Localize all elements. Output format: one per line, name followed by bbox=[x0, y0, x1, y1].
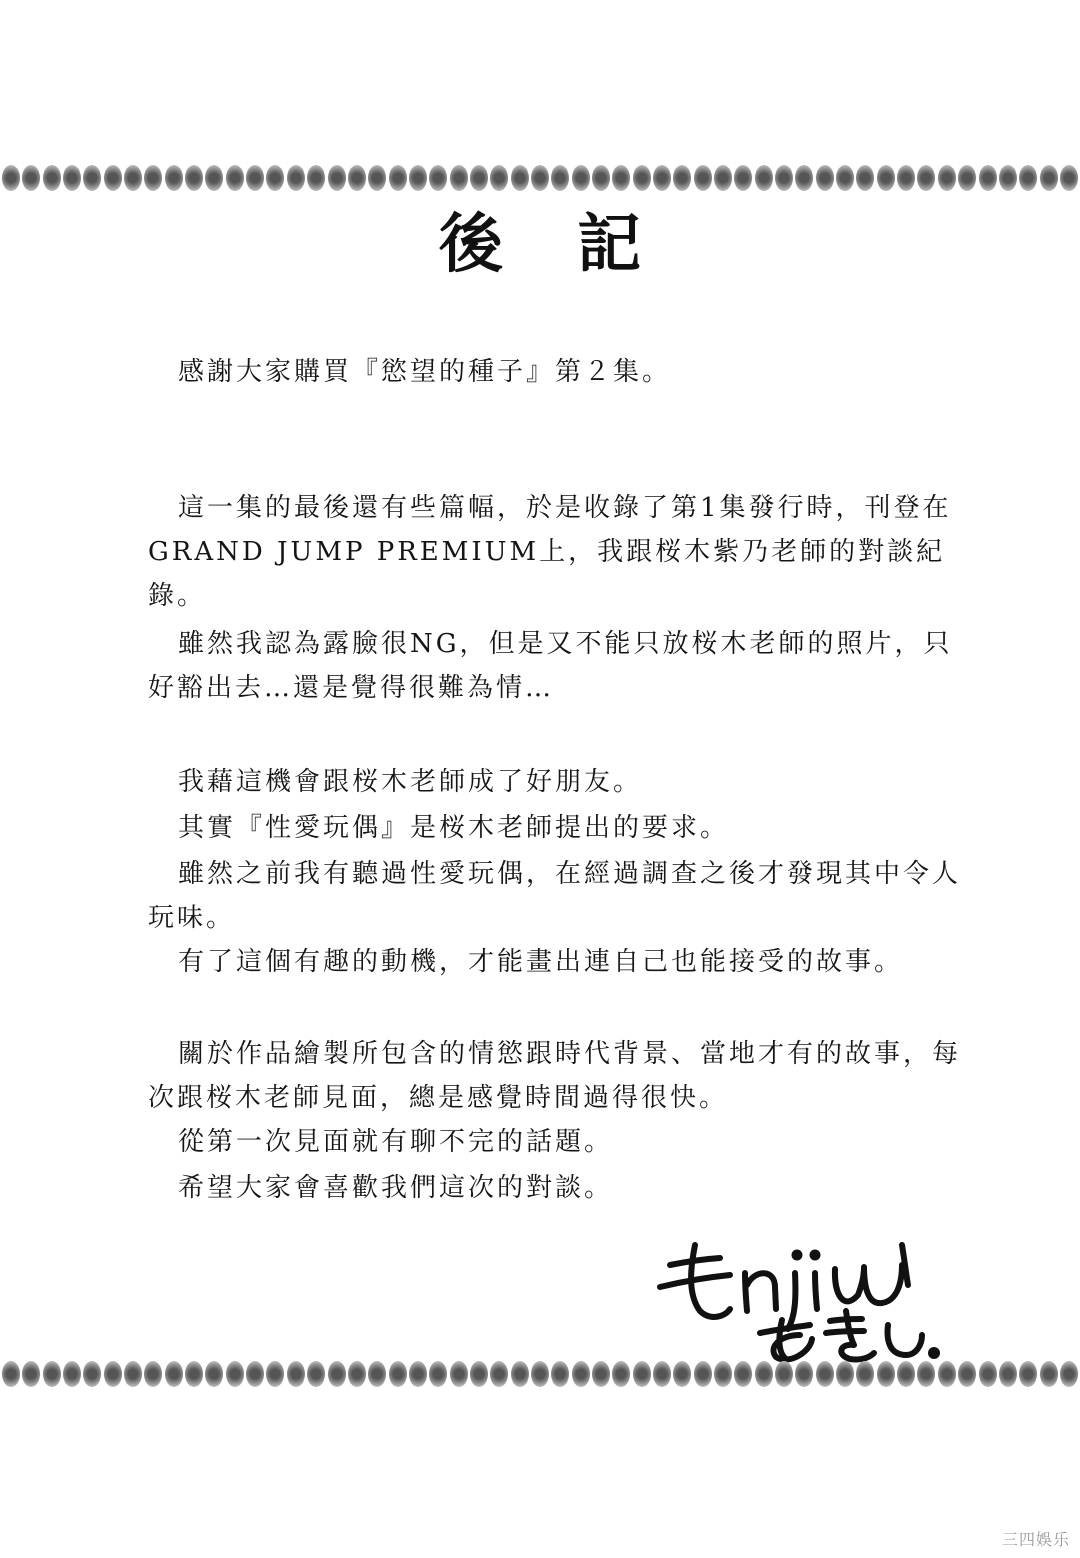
border-dot bbox=[328, 165, 346, 191]
border-dot bbox=[22, 165, 40, 191]
border-dot bbox=[673, 165, 691, 191]
border-dot bbox=[877, 165, 895, 191]
paragraph-text: 其實『性愛玩偶』是桜木老師提出的要求。 bbox=[178, 813, 730, 843]
border-dot bbox=[612, 1361, 630, 1387]
border-dot bbox=[266, 1361, 284, 1387]
border-dot bbox=[917, 1361, 935, 1387]
border-dot bbox=[795, 1361, 813, 1387]
border-dot bbox=[63, 165, 81, 191]
border-dot bbox=[470, 165, 488, 191]
border-dot bbox=[856, 1361, 874, 1387]
paragraph-10 bbox=[148, 1166, 978, 1210]
paragraph-text: 雖然之前我有聽過性愛玩偶，在經過調查之後才發現其中令人玩味。 bbox=[148, 859, 962, 933]
border-dot bbox=[775, 165, 793, 191]
border-dot bbox=[673, 1361, 691, 1387]
border-dot bbox=[2, 1361, 20, 1387]
border-dot bbox=[328, 1361, 346, 1387]
border-dot bbox=[368, 165, 386, 191]
border-dot bbox=[429, 165, 447, 191]
paragraph-6 bbox=[148, 852, 978, 940]
border-dot bbox=[144, 1361, 162, 1387]
border-dot bbox=[205, 165, 223, 191]
border-dot bbox=[409, 165, 427, 191]
border-dot bbox=[999, 1361, 1017, 1387]
border-dot bbox=[124, 165, 142, 191]
border-dot bbox=[511, 1361, 529, 1387]
border-dot bbox=[877, 1361, 895, 1387]
paragraph-1 bbox=[148, 350, 978, 394]
border-dot bbox=[63, 1361, 81, 1387]
paragraph-4 bbox=[148, 760, 978, 804]
border-dot bbox=[43, 1361, 61, 1387]
border-dot bbox=[165, 1361, 183, 1387]
author-signature bbox=[650, 1225, 950, 1365]
border-dot bbox=[938, 165, 956, 191]
border-dot bbox=[653, 165, 671, 191]
border-dot bbox=[246, 165, 264, 191]
paragraph-9 bbox=[148, 1120, 978, 1164]
border-dot bbox=[490, 1361, 508, 1387]
paragraph-2 bbox=[148, 486, 978, 618]
border-dot bbox=[714, 165, 732, 191]
border-dot bbox=[795, 165, 813, 191]
bottom-dotted-border bbox=[0, 1359, 1080, 1389]
border-dot bbox=[551, 165, 569, 191]
border-dot bbox=[917, 165, 935, 191]
border-dot bbox=[2, 165, 20, 191]
paragraph-8 bbox=[148, 1032, 978, 1120]
border-dot bbox=[633, 1361, 651, 1387]
border-dot bbox=[1040, 1361, 1058, 1387]
border-dot bbox=[775, 1361, 793, 1387]
border-dot bbox=[389, 1361, 407, 1387]
border-dot bbox=[348, 165, 366, 191]
paragraph-5 bbox=[148, 806, 978, 850]
border-dot bbox=[958, 165, 976, 191]
border-dot bbox=[653, 1361, 671, 1387]
border-dot bbox=[694, 165, 712, 191]
paragraph-text: 這一集的最後還有些篇幅，於是收錄了第1集發行時，刊登在GRAND JUMP PREMIUM上，我跟桜木紫乃老師的對談紀錄。 bbox=[148, 493, 952, 611]
border-dot bbox=[43, 165, 61, 191]
border-dot bbox=[938, 1361, 956, 1387]
border-dot bbox=[836, 1361, 854, 1387]
border-dot bbox=[897, 165, 915, 191]
border-dot bbox=[389, 165, 407, 191]
border-dot bbox=[246, 1361, 264, 1387]
border-dot bbox=[958, 1361, 976, 1387]
border-dot bbox=[450, 165, 468, 191]
border-dot bbox=[999, 165, 1017, 191]
border-dot bbox=[856, 165, 874, 191]
paragraph-text: 希望大家會喜歡我們這次的對談。 bbox=[178, 1173, 614, 1203]
border-dot bbox=[1040, 165, 1058, 191]
border-dot bbox=[307, 165, 325, 191]
border-dot bbox=[511, 165, 529, 191]
border-dot bbox=[144, 165, 162, 191]
border-dot bbox=[104, 1361, 122, 1387]
paragraph-text: 雖然我認為露臉很NG，但是又不能只放桜木老師的照片，只好豁出去…還是覺得很難為情… bbox=[148, 629, 953, 703]
signature-text: Enjiu あきこ bbox=[650, 1225, 656, 1226]
border-dot bbox=[734, 1361, 752, 1387]
border-dot bbox=[104, 165, 122, 191]
border-dot bbox=[409, 1361, 427, 1387]
border-dot bbox=[185, 165, 203, 191]
border-dot bbox=[226, 165, 244, 191]
paragraph-7 bbox=[148, 940, 978, 984]
border-dot bbox=[714, 1361, 732, 1387]
border-dot bbox=[490, 165, 508, 191]
paragraph-text: 從第一次見面就有聊不完的話題。 bbox=[178, 1127, 614, 1157]
border-dot bbox=[816, 165, 834, 191]
border-dot bbox=[755, 165, 773, 191]
border-dot bbox=[572, 165, 590, 191]
paragraph-text: 有了這個有趣的動機，才能畫出連自己也能接受的故事。 bbox=[178, 947, 904, 977]
border-dot bbox=[897, 1361, 915, 1387]
border-dot bbox=[348, 1361, 366, 1387]
paragraph-3 bbox=[148, 622, 978, 710]
border-dot bbox=[1019, 1361, 1037, 1387]
border-dot bbox=[287, 1361, 305, 1387]
border-dot bbox=[1060, 165, 1078, 191]
border-dot bbox=[551, 1361, 569, 1387]
border-dot bbox=[836, 165, 854, 191]
border-dot bbox=[531, 1361, 549, 1387]
border-dot bbox=[22, 1361, 40, 1387]
border-dot bbox=[1060, 1361, 1078, 1387]
border-dot bbox=[429, 1361, 447, 1387]
border-dot bbox=[124, 1361, 142, 1387]
border-dot bbox=[450, 1361, 468, 1387]
border-dot bbox=[83, 165, 101, 191]
border-dot bbox=[633, 165, 651, 191]
border-dot bbox=[165, 165, 183, 191]
paragraph-text: 關於作品繪製所包含的情慾跟時代背景、當地才有的故事，每次跟桜木老師見面，總是感覺時間過得很快。 bbox=[148, 1039, 962, 1113]
border-dot bbox=[185, 1361, 203, 1387]
border-dot bbox=[816, 1361, 834, 1387]
page-title: 後 記 bbox=[438, 208, 668, 282]
top-dotted-border bbox=[0, 163, 1080, 193]
watermark-text: 三四娛乐 bbox=[1001, 1530, 1070, 1549]
border-dot bbox=[266, 165, 284, 191]
border-dot bbox=[979, 165, 997, 191]
border-dot bbox=[734, 165, 752, 191]
border-dot bbox=[612, 165, 630, 191]
border-dot bbox=[368, 1361, 386, 1387]
border-dot bbox=[1019, 165, 1037, 191]
border-dot bbox=[287, 165, 305, 191]
border-dot bbox=[531, 165, 549, 191]
paragraph-text: 感謝大家購買『慾望的種子』第２集。 bbox=[178, 357, 672, 387]
border-dot bbox=[307, 1361, 325, 1387]
border-dot bbox=[83, 1361, 101, 1387]
border-dot bbox=[470, 1361, 488, 1387]
border-dot bbox=[205, 1361, 223, 1387]
border-dot bbox=[694, 1361, 712, 1387]
border-dot bbox=[592, 1361, 610, 1387]
border-dot bbox=[979, 1361, 997, 1387]
border-dot bbox=[226, 1361, 244, 1387]
border-dot bbox=[755, 1361, 773, 1387]
border-dot bbox=[572, 1361, 590, 1387]
border-dot bbox=[592, 165, 610, 191]
paragraph-text: 我藉這機會跟桜木老師成了好朋友。 bbox=[178, 767, 643, 797]
